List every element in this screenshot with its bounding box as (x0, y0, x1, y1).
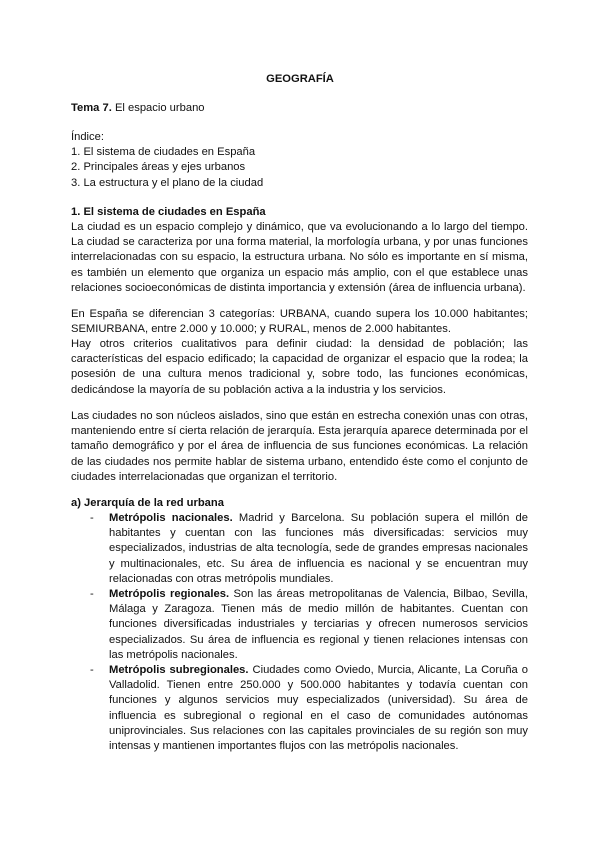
dash-bullet: - (90, 512, 94, 524)
document-title: GEOGRAFÍA (266, 73, 334, 85)
topic-heading (71, 101, 528, 116)
hierarchy-list-container (71, 511, 528, 754)
index-item: 1. El sistema de ciudades en España (71, 146, 256, 159)
section-1-heading: 1. El sistema de ciudades en España (71, 206, 266, 218)
paragraph: Hay otros criterios cualitativos para definir ciudad: la densidad de población; las características del espacio edificado; la capacidad de organizar el espacio que la rodea; la posesión de una cultura menos tradicional y, sobre todo, las funciones económicas, dedicándose la mayoría de su población activa a la industria y los servicios. (71, 338, 528, 396)
paragraph: La ciudad es un espacio complejo y dinámico, que va evolucionando a lo largo del tiempo. La ciudad se caracteriza por una forma material, la morfología urbana, y por unas funciones interrelacionadas con su espacio, la estructura urbana. No sólo es importante en sí misma, es también un elemento que organiza un espacio más amplio, con el que establece unas relaciones socioeconómicas de distinta importancia y extensión (área de influencia urbana). (71, 221, 528, 294)
index-label: Índice: (71, 131, 104, 143)
subsection-a-heading: a) Jerarquía de la red urbana (71, 497, 224, 509)
hierarchy-text: Ciudades como Oviedo, Murcia, Alicante, La Coruña o Valladolid. Tienen entre 250.000 y 500.000 habitantes y todavía cuentan con funciones y algunos servicios muy especializados (universidad). Su área de influencia es subregional o regional en el caso de comunidades autónomas uniprovinciales. Sus relaciones con las capitales provinciales de su región son muy intensas y mantienen importantes flujos con las metrópolis nacionales. (109, 664, 528, 753)
hierarchy-text: Madrid y Barcelona. Su población supera el millón de habitantes y cuentan con las funciones más diversificadas: servicios muy especializados, industrias de alta tecnología, sede de grandes empresas nacionales y multinacionales, etc. Su área de influencia es nacional y se encuentran muy relacionadas con otras metrópolis mundiales. (109, 512, 528, 585)
topic-label: Tema 7. (71, 102, 112, 114)
hierarchy-list (71, 511, 528, 754)
index-item: 3. La estructura y el plano de la ciudad (71, 176, 264, 189)
index-item: 2. Principales áreas y ejes urbanos (71, 161, 246, 174)
topic-title: El espacio urbano (111, 102, 205, 114)
hierarchy-term: Metrópolis nacionales. (109, 512, 233, 524)
dash-bullet: - (90, 588, 94, 601)
dash-bullet: - (90, 664, 94, 677)
index-section (71, 130, 528, 191)
paragraph: Las ciudades no son núcleos aislados, sino que están en estrecha conexión unas con otras, manteniendo entre sí cierta relación de jerarquía. Esta jerarquía aparece determinada por el tamaño demográfico y por el área de influencia de sus funciones económicas. La relación de las ciudades nos permite hablar de sistema urbano, entendido éste como el conjunto de ciudades interrelacionadas que organizan el territorio. (71, 410, 528, 483)
list-item (71, 663, 528, 754)
paragraph: En España se diferencian 3 categorías: URBANA, cuando supera los 10.000 habitantes; SEMIURBANA, entre 2.000 y 10.000; y RURAL, menos de 2.000 habitantes. (71, 308, 528, 336)
list-item (71, 511, 528, 587)
hierarchy-term: Metrópolis regionales. (109, 588, 230, 601)
hierarchy-text: Son las áreas metropolitanas de Valencia, Bilbao, Sevilla, Málaga y Zaragoza. Tienen más de medio millón de habitantes. Cuentan con funciones diversificadas industriales y terciarias y ofrecen numerosos servicios especializados. Su área de influencia es regional y tienen relaciones intensas con las metrópolis nacionales. (109, 588, 528, 661)
list-item (71, 587, 528, 663)
hierarchy-term: Metrópolis subregionales. (109, 664, 249, 677)
